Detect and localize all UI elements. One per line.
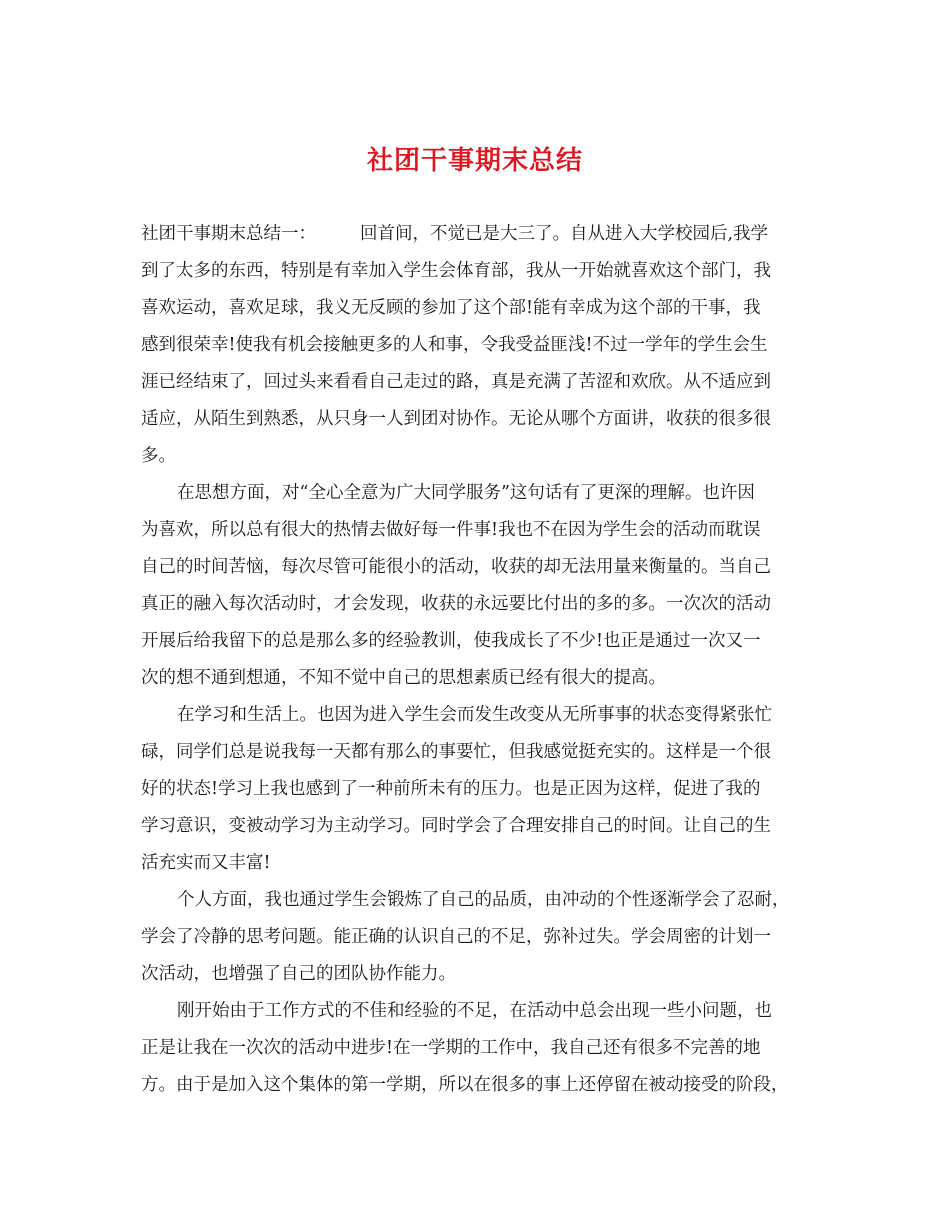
text-line: 活充实而又丰富! [141, 853, 271, 873]
text-line: 喜欢运动，喜欢足球，我义无反顾的参加了这个部!能有幸成为这个部的干事，我 [141, 298, 761, 318]
text-line: 感到很荣幸!使我有机会接触更多的人和事，令我受益匪浅!不过一学年的学生会生 [141, 335, 768, 355]
paragraph-start-line: 在学习和生活上。也因为进入学生会而发生改变从无所事事的状态变得紧张忙 [177, 705, 772, 725]
text-line: 开展后给我留下的总是那么多的经验教训，使我成长了不少!也正是通过一次又一 [141, 631, 761, 651]
text-line: 正是让我在一次次的活动中进步!在一学期的工作中，我自己还有很多不完善的地 [141, 1038, 761, 1058]
text-line: 涯已经结束了，回过头来看看自己走过的路，真是充满了苦涩和欢欣。从不适应到 [141, 372, 771, 392]
text-line: 社团干事期末总结一： 回首间，不觉已是大三了。自从进入大学校园后,我学 [141, 224, 769, 244]
text-line: 到了太多的东西，特别是有幸加入学生会体育部，我从一开始就喜欢这个部门，我 [141, 261, 771, 281]
text-line: 碌，同学们总是说我每一天都有那么的事要忙，但我感觉挺充实的。这样是一个很 [141, 742, 771, 762]
document-title: 社团干事期末总结 [366, 146, 583, 176]
text-line: 方。由于是加入这个集体的第一学期，所以在很多的事上还停留在被动接受的阶段， [141, 1075, 789, 1095]
text-line: 多。 [141, 446, 176, 466]
text-line: 次的想不通到想通，不知不觉中自己的思想素质已经有很大的提高。 [141, 668, 666, 688]
document-body [141, 216, 813, 1104]
text-line: 学习意识，变被动学习为主动学习。同时学会了合理安排自己的时间。让自己的生 [141, 816, 771, 836]
text-line: 次活动，也增强了自己的团队协作能力。 [141, 964, 456, 984]
text-line: 真正的融入每次活动时，才会发现，收获的永远要比付出的多的多。一次次的活动 [141, 594, 771, 614]
paragraph-start-line: 在思想方面，对“全心全意为广大同学服务”这句话有了更深的理解。也许因 [177, 483, 755, 503]
paragraph-start-line: 个人方面，我也通过学生会锻炼了自己的品质，由冲动的个性逐渐学会了忍耐， [177, 890, 790, 910]
text-line: 好的状态!学习上我也感到了一种前所未有的压力。也是正因为这样，促进了我的 [141, 779, 761, 799]
text-line: 适应，从陌生到熟悉，从只身一人到团对协作。无论从哪个方面讲，收获的很多很 [141, 409, 771, 429]
text-line: 自己的时间苦恼，每次尽管可能很小的活动，收获的却无法用量来衡量的。当自己 [141, 557, 771, 577]
paragraph-start-line: 刚开始由于工作方式的不佳和经验的不足，在活动中总会出现一些小问题，也 [177, 1001, 772, 1021]
text-line: 学会了冷静的思考问题。能正确的认识自己的不足，弥补过失。学会周密的计划一 [141, 927, 771, 947]
intro-label: 社团干事期末总结一： [141, 224, 316, 244]
text-line: 为喜欢，所以总有很大的热情去做好每一件事!我也不在因为学生会的活动而耽误 [141, 520, 761, 540]
